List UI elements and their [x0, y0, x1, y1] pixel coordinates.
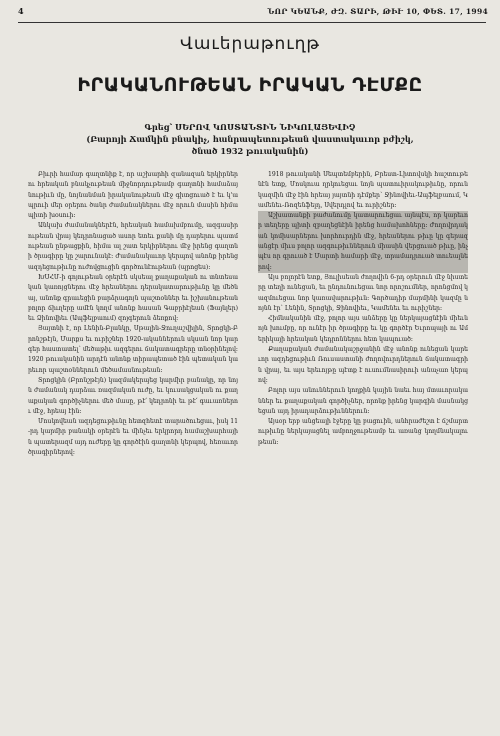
paragraph: Հիմնականին մէջ, բոլոր այս անձերը կը ներկայացնէին միեւնոյն խումբը, որ ունէր իր ծրագիրը եւ կը գործէր Եւրոպայի ու Ամերիկայի հրեական կեդրոններու հետ կապուած։ [258, 315, 468, 343]
paragraph: Տրոցկին (Բրոնշթէյն) կազմակերպեց կարմիր բանակը, որ նոյն ժամանակ դարձաւ ռազմական ուժը, եւ կուսակցական ու քաղաքական գործիչներու մեծ մասը, թէ՛ կեդրոնի եւ թէ՛ գաւառներու մէջ, հրեայ էին։ [28, 376, 238, 415]
section-title: Վաւերաթուղթ [180, 34, 320, 54]
paragraph: 1918 թուականի Սեպտեմբերին, Բրեստ-Լիտովսկի հաշտութենէն ետք, Մոսկուա ղրկուեցաւ նոյն պատուիրակութիւնը, որուն կազմին մէջ էին հրեայ յայտնի դէմքեր՝ Ջինովիեւ-Ապֆելբաում, Կամենեւ-Ռոզենֆելդ, Սվերդլով եւ ուրիշներ։ [258, 171, 468, 209]
paragraph: Յայտնի է, որ Լենին-Բլանկը, Սթալին-Ջուղաշվիլին, Տրոցկի-Բրոնշթէյն, Մարքս եւ ուրիշներ 1920-ականներուն սկսան նոր կարգեր հաստատել՝ մեծաթիւ ազգերու ճակատագրերը տնօրինելով։ 1920 թուականին արդէն անոնք տիրապետած էին պետական կարեւոր պաշտօններուն մեծամասնութեան։ [28, 325, 238, 374]
paragraph: Մոսկովեան ազդեցութիւնը հետզհետէ տարածուեցաւ, իսկ 11-րդ կարմիր բանակի օրերէն եւ մինչեւ երկրորդ համաշխարհային պատերազմ այդ ուժերը կը գործէին գաղտնի կերպով, հեռաւոր ծրագիրներով։ [28, 418, 238, 457]
paragraph: Այս բոլորէն ետք, Յուլիսեան ժողովին 6-րդ օրերուն մէջ նիստերը տեղի ունեցան, եւ ընդունուեցաւ նոր որոշումներ, որոնցմով կազմուեցաւ նոր կառավարութիւն։ Գործադիր մարմինի կազմը նոյնն էր՝ Լենին, Տրոցկի, Ջինովիեւ, Կամենեւ եւ ուրիշներ։ [258, 273, 468, 312]
paragraph: Բիւրի համար գաղտնիք է, որ աշխարհի զանազան երկիրներու հրեական բնակչութեան միջնորդութեամբ գաղտնի համաձայնութիւն մը, նոյնանման իրականութեան մէջ գիտցուած է եւ կ'ապրուի մեր օրերու ծանր ժամանակներու մէջ որուն մասին հիմա պիտի խօսուի։ [28, 171, 238, 220]
right-column [258, 170, 468, 725]
page-number: 4 [18, 6, 24, 16]
byline [20, 121, 480, 157]
paragraph: Անկախ ժամանակներէն, հրեական համախմբումը, ազգասիրութեան վրայ կեդրոնացած ասոր ետեւ քանի մը դարերու պատմութեան ընթացքին, հիմա ալ շատ երկիրներու մէջ իրենց գաղտնի ծրագիրը կը շարունակէ։ Ժամանակաւոր կերպով անոնք իրենց ազդեցութիւնը ուժովցուցին գործունէութեան (պրոցես)։ [28, 222, 238, 271]
running-head [18, 6, 488, 20]
paragraph: Քաղաքական ժամանակաշրջանին մէջ անոնք ունեցան կարեւոր ազդեցութիւն Ռուսաստանի ժողովուրդներուն ճակատագրին վրայ, եւ այս երեւոյթը պէտք է ուսումնասիրուի անաչառ կերպով։ [258, 346, 468, 384]
byline-description: (Բարոյի Ճամկին բնակիչ, հանրապետութեան վաստակաւոր բժիշկ, [86, 134, 414, 144]
byline-birth: ծնած 1932 թուականին) [191, 146, 309, 156]
article-title: ԻՐԱԿԱՆՈՒԹԵԱՆ ԻՐԱԿԱՆ ԴԷՄՔԸ [77, 74, 423, 96]
highlighted-paragraph: Աշխատանքի բաժանումը կատարուեցաւ այնպէս, որ կարեւոր տեղերը պիտի զբաղեցնէին իրենց համախոհները։ Ժողովրդական կոմիսարներու խորհուրդին մէջ, հրեաներու թիւը կը գերազանցէր միւս բոլոր ազգութիւններուն միասին վերցուած թիւը, ինչպէս որ գրուած է Մարտի համարի մէջ, տրամադրուած տուեալներով։ [258, 211, 468, 273]
left-column [28, 170, 238, 725]
paragraph: Բոլոր այս անուններուն կողքին կային նաեւ հայ մտաւորականներ եւ քաղաքական գործիչներ, որոնք իրենց կարգին մասնակցեցան այդ իրադարձութիւններուն։ [258, 387, 468, 415]
paragraph: Այսօր երբ անցեալի էջերը կը բացուին, անհրաժեշտ է ճշմարտութիւնը ներկայացնել ամբողջութեամբ եւ առանց կողմնակալութեան։ [258, 418, 468, 446]
byline-author: Գրեց՝ ՍԵՐՈՎ ԿՈՍՏԱՆՏԻՆ ՆԻԿՈԼԱՅԵՎԻՉ [144, 122, 356, 132]
newspaper-header: ՆՈՐ ԿԵԱՆՔ, ԺԶ. ՏԱՐԻ, ԹԻՒ 10, ՓԵՏ. 17, 1994 [267, 7, 488, 16]
paragraph: ԽՍՀՄ-ի գոյութեան օրերէն սկսեալ քաղաքական ու տնտեսական կառոյցներու մէջ հրեաներու դերակատարութիւնը կը մեծնայ, անոնք գրաւեցին բարձրագոյն պաշտօններ եւ իշխանութեան բոլոր ճիւղերը ամէն կողմ անոնք հասան Գաբրիէլեան (Ֆայնլեր) եւ Ձինովիեւ (Ապֆելբաում) զոյգերուն ձեռքով։ [28, 273, 238, 323]
header-rule [18, 22, 486, 23]
